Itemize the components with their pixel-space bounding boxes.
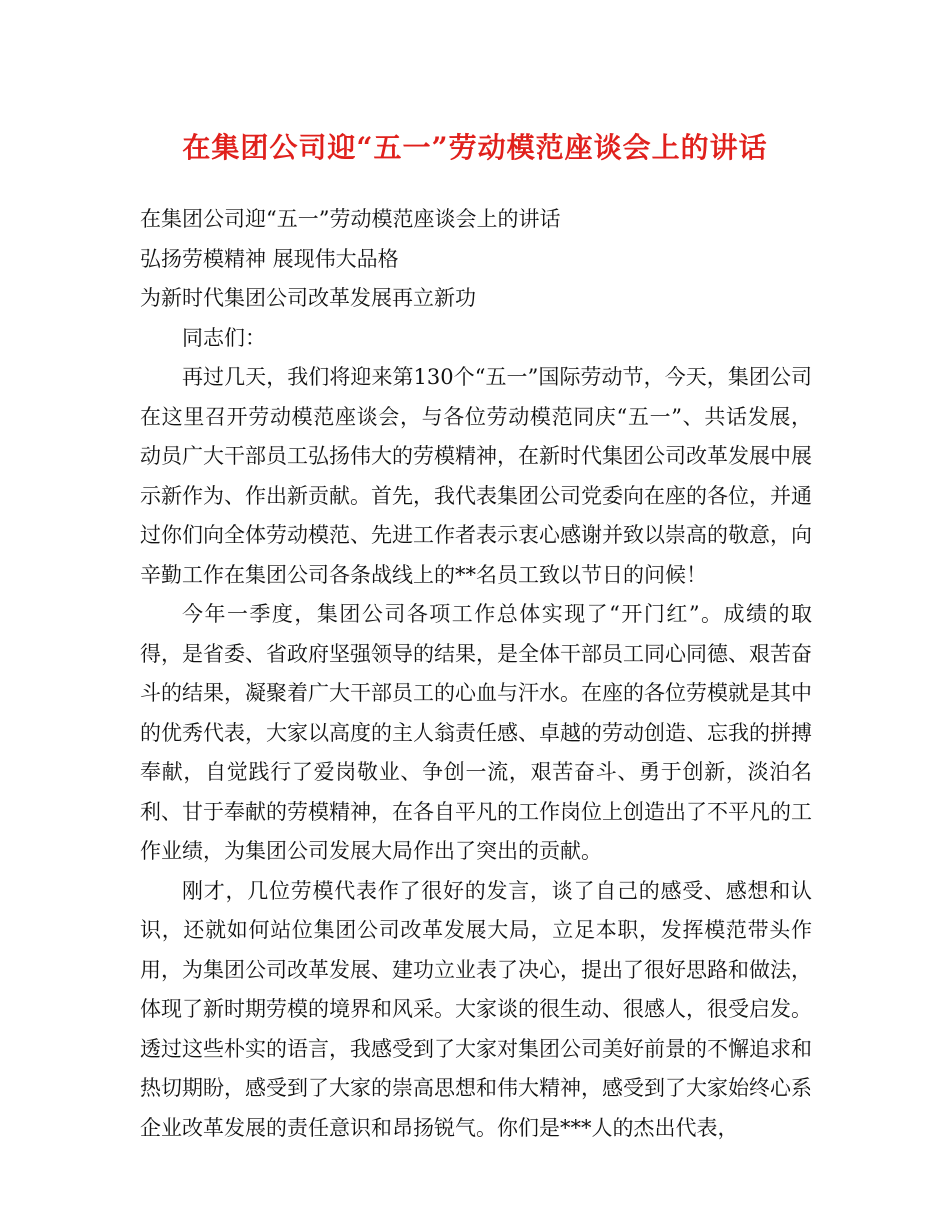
heading-line-3: 为新时代集团公司改革发展再立新功 <box>140 286 476 310</box>
page-title: 在集团公司迎“五一”劳动模范座谈会上的讲话 <box>182 131 768 164</box>
heading-line-2: 弘扬劳模精神 展现伟大品格 <box>140 246 399 271</box>
greeting: 同志们： <box>182 325 266 350</box>
document-body <box>140 200 812 1148</box>
heading-line-1: 在集团公司迎“五一”劳动模范座谈会上的讲话 <box>140 207 561 231</box>
paragraph-1: 再过几天，我们将迎来第130个“五一”国际劳动节，今天，集团公司在这里召开劳动模范座谈会，与各位劳动模范同庆“五一”、共话发展，动员广大干部员工弘扬伟大的劳模精神，在新时代集团公司改革发展中展示新作为、作出新贡献。首先，我代表集团公司党委向在座的各位，并通过你们向全体劳动模范、先进工作者表示衷心感谢并致以崇高的敬意，向辛勤工作在集团公司各条战线上的**名员工致以节日的问候！ <box>140 365 812 587</box>
paragraph-2: 今年一季度，集团公司各项工作总体实现了“开门红”。成绩的取得，是省委、省政府坚强领导的结果，是全体干部员工同心同德、艰苦奋斗的结果，凝聚着广大干部员工的心血与汗水。在座的各位劳模就是其中的优秀代表，大家以高度的主人翁责任感、卓越的劳动创造、忘我的拼搏奉献，自觉践行了爱岗敬业、争创一流，艰苦奋斗、勇于创新，淡泊名利、甘于奉献的劳模精神，在各自平凡的工作岗位上创造出了不平凡的工作业绩，为集团公司发展大局作出了突出的贡献。 <box>140 602 812 863</box>
paragraph-3: 刚才，几位劳模代表作了很好的发言，谈了自己的感受、感想和认识，还就如何站位集团公司改革发展大局，立足本职，发挥模范带头作用，为集团公司改革发展、建功立业表了决心，提出了很好思路和做法，体现了新时期劳模的境界和风采。大家谈的很生动、很感人，很受启发。透过这些朴实的语言，我感受到了大家对集团公司美好前景的不懈追求和热切期盼，感受到了大家的崇高思想和伟大精神，感受到了大家始终心系企业改革发展的责任意识和昂扬锐气。你们是***人的杰出代表， <box>140 878 812 1140</box>
